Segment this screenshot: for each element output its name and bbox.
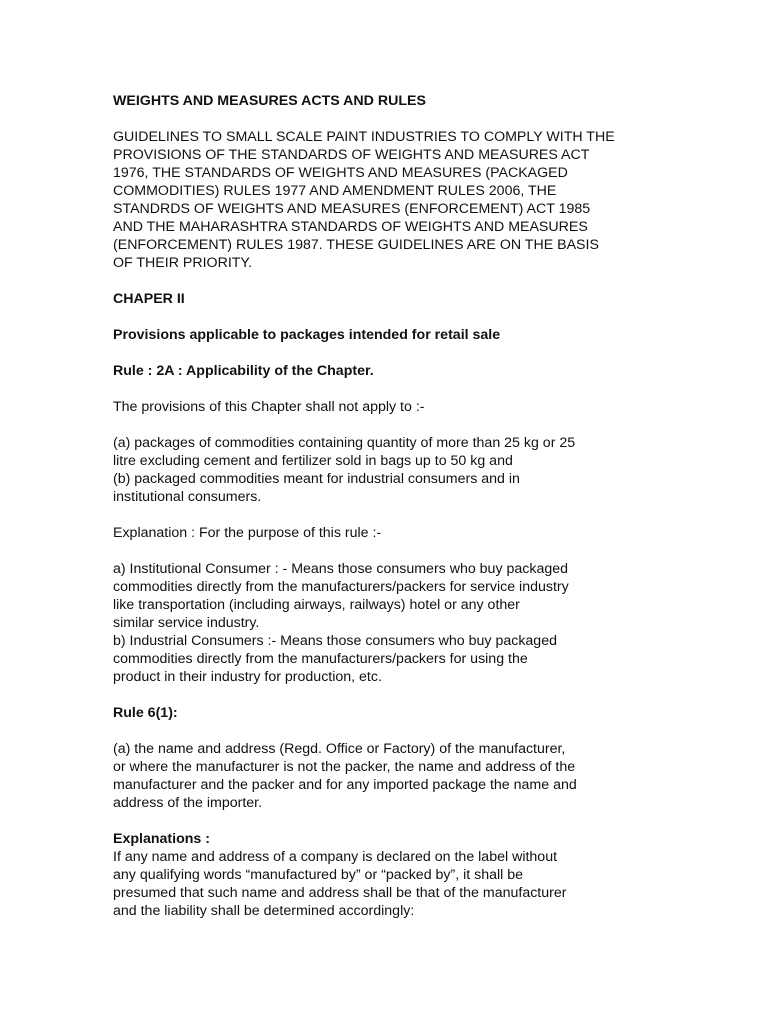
rule-6-line: manufacturer and the packer and for any imported package the name and <box>113 777 577 793</box>
spacer <box>113 272 673 290</box>
document-title: WEIGHTS AND MEASURES ACTS AND RULES <box>113 93 426 109</box>
explanation-line: b) Industrial Consumers :- Means those consumers who buy packaged <box>113 633 557 649</box>
rule-2a-item-line: institutional consumers. <box>113 489 262 505</box>
explanations-line: and the liability shall be determined accordingly: <box>113 903 415 919</box>
explanation-line: like transportation (including airways, railways) hotel or any other <box>113 597 520 613</box>
explanations-heading: Explanations : <box>113 831 210 847</box>
spacer <box>113 416 673 434</box>
spacer <box>113 722 673 740</box>
spacer <box>113 344 673 362</box>
intro-line: AND THE MAHARASHTRA STANDARDS OF WEIGHTS AND MEASURES <box>113 219 588 235</box>
rule-2a-item-line: litre excluding cement and fertilizer sold in bags up to 50 kg and <box>113 453 513 469</box>
spacer <box>113 686 673 704</box>
explanation-intro: Explanation : For the purpose of this rule :- <box>113 525 382 541</box>
explanation-line: similar service industry. <box>113 615 260 631</box>
spacer <box>113 308 673 326</box>
rule-2a-item-line: (b) packaged commodities meant for industrial consumers and in <box>113 471 520 487</box>
intro-line: PROVISIONS OF THE STANDARDS OF WEIGHTS AND MEASURES ACT <box>113 147 590 163</box>
spacer <box>113 506 673 524</box>
intro-line: COMMODITIES) RULES 1977 AND AMENDMENT RULES 2006, THE <box>113 183 557 199</box>
spacer <box>113 542 673 560</box>
provisions-heading: Provisions applicable to packages intended for retail sale <box>113 327 501 343</box>
chapter-heading: CHAPER II <box>113 291 185 307</box>
intro-line: STANDRDS OF WEIGHTS AND MEASURES (ENFORCEMENT) ACT 1985 <box>113 201 591 217</box>
intro-line: OF THEIR PRIORITY. <box>113 255 253 271</box>
rule-6-heading: Rule 6(1): <box>113 705 178 721</box>
document-body <box>113 92 673 920</box>
intro-line: 1976, THE STANDARDS OF WEIGHTS AND MEASURES (PACKAGED <box>113 165 568 181</box>
spacer <box>113 812 673 830</box>
rule-6-line: or where the manufacturer is not the packer, the name and address of the <box>113 759 576 775</box>
spacer <box>113 110 673 128</box>
rule-6-line: address of the importer. <box>113 795 263 811</box>
explanation-line: commodities directly from the manufacturers/packers for using the <box>113 651 528 667</box>
intro-line: (ENFORCEMENT) RULES 1987. THESE GUIDELINES ARE ON THE BASIS <box>113 237 599 253</box>
rule-2a-heading: Rule : 2A : Applicability of the Chapter. <box>113 363 374 379</box>
rule-2a-intro: The provisions of this Chapter shall not apply to :- <box>113 399 425 415</box>
explanation-line: product in their industry for production, etc. <box>113 669 382 685</box>
intro-line: GUIDELINES TO SMALL SCALE PAINT INDUSTRIES TO COMPLY WITH THE <box>113 129 615 145</box>
rule-6-line: (a) the name and address (Regd. Office or Factory) of the manufacturer, <box>113 741 566 757</box>
explanation-line: a) Institutional Consumer : - Means those consumers who buy packaged <box>113 561 569 577</box>
explanations-line: If any name and address of a company is declared on the label without <box>113 849 558 865</box>
explanations-line: any qualifying words “manufactured by” or “packed by”, it shall be <box>113 867 524 883</box>
explanations-line: presumed that such name and address shall be that of the manufacturer <box>113 885 567 901</box>
spacer <box>113 380 673 398</box>
explanation-line: commodities directly from the manufacturers/packers for service industry <box>113 579 569 595</box>
rule-2a-item-line: (a) packages of commodities containing quantity of more than 25 kg or 25 <box>113 435 576 451</box>
